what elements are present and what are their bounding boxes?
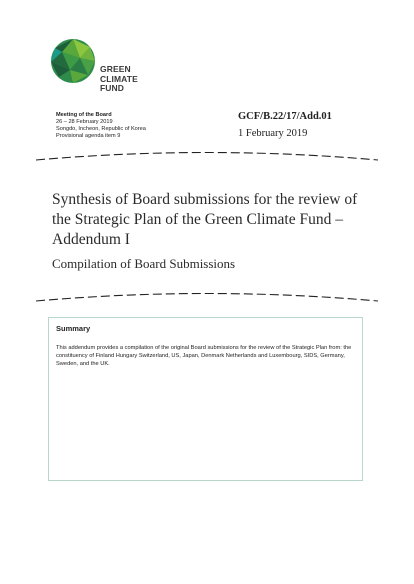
- document-reference: GCF/B.22/17/Add.01: [238, 111, 332, 122]
- document-subtitle: Compilation of Board Submissions: [52, 256, 236, 271]
- logo-line: FUND: [100, 83, 125, 93]
- meeting-info: [56, 112, 146, 140]
- agenda-item: Provisional agenda item 9: [56, 133, 121, 139]
- logo-line: GREEN: [100, 64, 131, 74]
- meeting-title: Meeting of the Board: [56, 112, 112, 118]
- top-divider: [36, 149, 378, 163]
- bottom-divider: [36, 289, 378, 303]
- summary-text: This addendum provides a compilation of the original Board submissions for the review of the Strategic Plan from: the constituency of Finland Hungary Switzerland, US, Japan, Denmark Netherlands and Luxembourg, SIDS, Germany, Sweden, and the UK.: [56, 345, 352, 367]
- logo-wordmark: [100, 65, 138, 94]
- document-title: Synthesis of Board submissions for the review of the Strategic Plan of the Green Climate Fund – Addendum I: [52, 191, 358, 248]
- logo-line: CLIMATE: [100, 73, 138, 84]
- summary-box: [48, 317, 363, 481]
- summary-heading: Summary: [56, 324, 91, 333]
- meeting-location: Songdo, Incheon, Republic of Korea: [56, 126, 146, 132]
- document-date: 1 February 2019: [238, 128, 308, 139]
- meeting-dates: 26 – 28 February 2019: [56, 119, 113, 125]
- green-climate-fund-globe-icon: [50, 38, 96, 84]
